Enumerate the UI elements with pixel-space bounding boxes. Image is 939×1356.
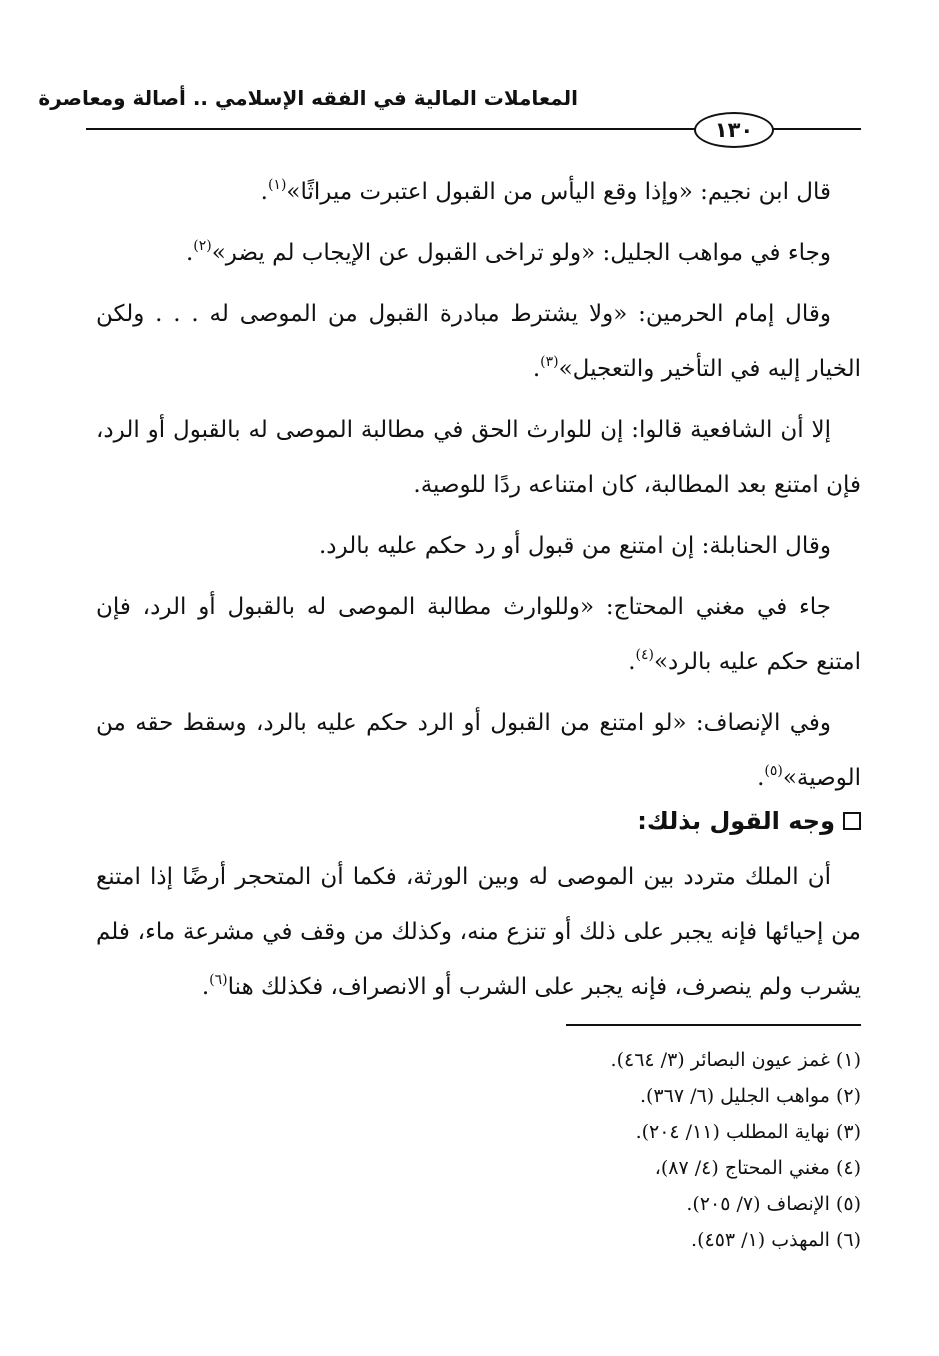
footnote-separator	[566, 1024, 861, 1026]
footnote: (٦) المهذب (١/ ٤٥٣).	[691, 1229, 861, 1251]
footnote-ref: (١)	[267, 177, 287, 193]
paragraph: جاء في مغني المحتاج: «وللوارث مطالبة الموصى له بالقبول أو الرد، فإن امتنع حكم عليه بالرد»$^{(٤)}$.	[96, 594, 861, 675]
paragraph: وقال إمام الحرمين: «ولا يشترط مبادرة القبول من الموصى له . . . ولكن الخيار إليه في التأخير والتعجيل»$^{(٣)}$.	[96, 301, 861, 382]
main-text	[96, 165, 861, 812]
running-header-title: المعاملات المالية في الفقه الإسلامي .. أصالة ومعاصرة	[38, 86, 578, 110]
footnote: (٣) نهاية المطلب (١١/ ٢٠٤).	[635, 1121, 861, 1143]
square-bullet-icon	[843, 812, 861, 830]
paragraph: إلا أن الشافعية قالوا: إن للوارث الحق في مطالبة الموصى له بالقبول أو الرد، فإن امتنع بعد المطالبة، كان امتناعه ردًا للوصية.	[96, 417, 861, 498]
paragraph: وجاء في مواهب الجليل: «ولو تراخى القبول عن الإيجاب لم يضر»$^{(٢)}$.	[185, 238, 831, 266]
paragraph: قال ابن نجيم: «وإذا وقع اليأس من القبول اعتبرت ميراثًا»$^{(١)}$.	[260, 177, 831, 205]
footnote-ref: (٦)	[209, 972, 228, 988]
page-number: ١٣٠	[694, 112, 774, 148]
footnote: (٤) مغني المحتاج (٤/ ٨٧)،	[654, 1157, 861, 1179]
paragraph: وقال الحنابلة: إن امتنع من قبول أو رد حكم عليه بالرد.	[318, 533, 831, 559]
paragraph: وفي الإنصاف: «لو امتنع من القبول أو الرد حكم عليه بالرد، وسقط حقه من الوصية»$^{(٥)}$.	[96, 710, 861, 791]
footnote: (٥) الإنصاف (٧/ ٢٠٥).	[686, 1193, 861, 1215]
footnote-ref: (٤)	[635, 647, 654, 663]
footnote: (٢) مواهب الجليل (٦/ ٣٦٧).	[639, 1085, 861, 1107]
footnote-ref: (٣)	[540, 354, 559, 370]
section-text	[96, 850, 861, 1015]
section-heading-text: وجه القول بذلك:	[637, 807, 835, 835]
footnote-ref: (٢)	[193, 238, 212, 254]
footnote-ref: (٥)	[764, 763, 783, 779]
paragraph: أن الملك متردد بين الموصى له وبين الورثة، فكما أن المتحجر أرضًا إذا امتنع من إحيائها فإنه يجبر على ذلك أو تنزع منه، وكذلك من وقف في مشرعة ماء، فلم يشرب ولم ينصرف، فإنه يجبر على الشرب أو الانصراف، فكذلك هنا$^{(٦)}$.	[96, 864, 861, 1000]
footnotes-list	[300, 1042, 861, 1258]
footnote: (١) غمز عيون البصائر (٣/ ٤٦٤).	[610, 1049, 861, 1071]
section-heading	[96, 801, 861, 841]
